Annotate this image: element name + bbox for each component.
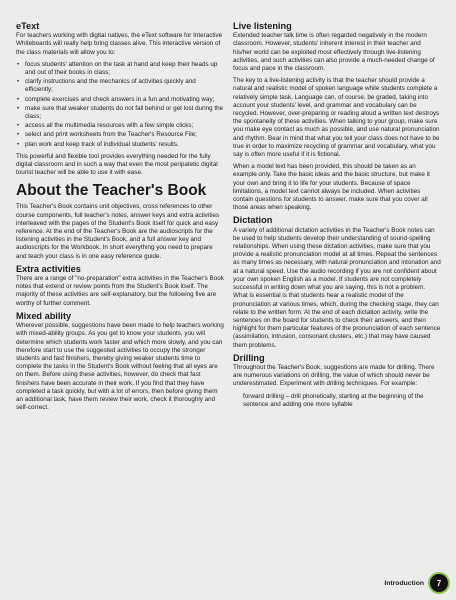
dictation-heading: Dictation: [233, 215, 273, 226]
etext-bullet-list: [16, 61, 224, 149]
left-column: [16, 22, 224, 416]
drilling-subitem: forward drilling – drill phonetically, starting at the beginning of the sentence and adding one more syllable: [243, 392, 424, 408]
extra-activities-text: There are a range of "no-preparation" extra activities in the Teacher's Book notes that extend or review points from the Student's Book itself. The majority of these activities are self-explanatory, but the following five are worthy of further comment.: [16, 275, 224, 307]
dictation-text: A variety of additional dictation activities in the Teacher's Book notes can be used to help students develop their understanding of sound-spelling relationships. When using these dictation activities, make sure that you provide a realistic pronunciation model at all times. Repeat the sentences as many times as necessary, with natural pronunciation and intonation and at a natural speed. Use the audio recording if you are not confident about your own spoken English as a model. If students are not completely successful in writing down what you are saying, this is not a problem. What is essential is that students hear a realistic model of the pronunciation at various times, which, during the checking stage, they can relate to the written form. At the end of each dictation activity, write the sentences on the board for students to check their answers, and then highlight for them particular features of the pronunciation of each sentence (assimilation, intrusion, consonant clusters, etc.) that may have caused them problems.: [233, 226, 441, 349]
mixed-ability-text: Wherever possible, suggestions have been made to help teachers working with mixed-ability groups. As you get to know your students, you will determine which students work faster and which more slowly, and you can therefore start to use the suggested activities to occupy the stronger students and fast finishers, thereby giving weaker students time to complete the tasks in the Student's Book without feeling that all eyes are on them. Before using these activities, however, do check that fast finishers have been accurate in their work. If you find that they have completed a task quickly, but with a lot of errors, then before giving them an additional task, have them review their work, check it thoroughly and self-correct.: [16, 322, 224, 412]
extra-activities-heading: Extra activities: [16, 263, 81, 274]
etext-outro: This powerful and flexible tool provides everything needed for the fully digital classroom and in such a way that even the most peripatetic digital tourist teacher will be able to use it with ease.: [16, 152, 218, 177]
list-item: • focus students' attention on the task at hand and keep their heads up and out of their books in class;: [25, 61, 224, 77]
live-listening-paragraph: The key to a live-listening activity is that the teacher should provide a natural and realistic model of spoken language while students complete a relatively simple task. Language can, of course, be graded, taking into account your students' level, and grammar and vocabulary can be recycled. However, over-preparing or reading aloud a written text destroys the spontaneity of these activities. When talking to your group, make sure you make eye contact as much as possible, and use natural pronunciation and rhythm. Bear in mind that what you tell your class does not have to be true in order to maximize recycling of grammar and vocabulary, what you say is often more useful if it is fictional.: [233, 77, 440, 159]
mixed-ability-heading: Mixed ability: [16, 310, 72, 321]
about-text: This Teacher's Book contains unit objectives, cross references to other course components, full teacher's notes, answer keys and extra activities interleaved with the pages of the Student's Book itself for quick and easy reference. At the end of the Teacher's Book are the audioscripts for the listening activities in the Student's Book, and a full answer key and audioscripts for the Workbook. In short everything you need to prepare and teach your class is in one easy reference guide.: [16, 203, 220, 260]
etext-intro: For teachers working with digital natives, the eText software for Interactive Whiteboards will really help bring classes alive. This interactive version of the class materials will allow you to:: [16, 32, 223, 56]
list-item: • plan work and keep track of individual students' results.: [25, 141, 224, 149]
page-footer: [384, 572, 450, 594]
right-column: [233, 22, 441, 413]
page-number-badge: 7: [428, 572, 450, 594]
etext-heading: eText: [16, 21, 40, 31]
about-heading: About the Teacher's Book: [16, 182, 207, 200]
live-listening-heading: Live listening: [233, 21, 292, 31]
live-listening-paragraph: When a model text has been provided, this should be taken as an example only. Take the basic ideas and the basic structure, but make it your own and bring it to life for your students. Because of space limitations, a model text cannot always be included. When activities contain questions for students to answer, make sure that you cover all those areas when speaking.: [233, 163, 430, 212]
section-label: Introduction: [384, 579, 424, 587]
list-item: • select and print worksheets from the Teacher's Resource File;: [25, 131, 224, 139]
drilling-heading: Drilling: [233, 352, 265, 363]
list-item: • clarify instructions and the mechanics of activities quickly and efficiently;: [25, 78, 224, 94]
list-item: • access all the multimedia resources with a few simple clicks;: [25, 122, 224, 130]
live-listening-paragraph: Extended teacher talk time is often regarded negatively in the modern classroom. However, students' inherent interest in their teacher and his/her world can be exploited most effectively through live-listening activities, and such activities can also provide a much-needed change of focus and pace in the classroom.: [233, 32, 435, 73]
list-item: • complete exercises and check answers in a fun and motivating way;: [25, 96, 224, 104]
drilling-text: Throughout the Teacher's Book, suggestions are made for drilling. There are numerous variations on drilling, the value of which should never be underestimated. Experiment with drilling techniques. For example:: [233, 363, 435, 388]
list-item: • make sure that weaker students do not fall behind or get lost during the class;: [25, 105, 224, 121]
